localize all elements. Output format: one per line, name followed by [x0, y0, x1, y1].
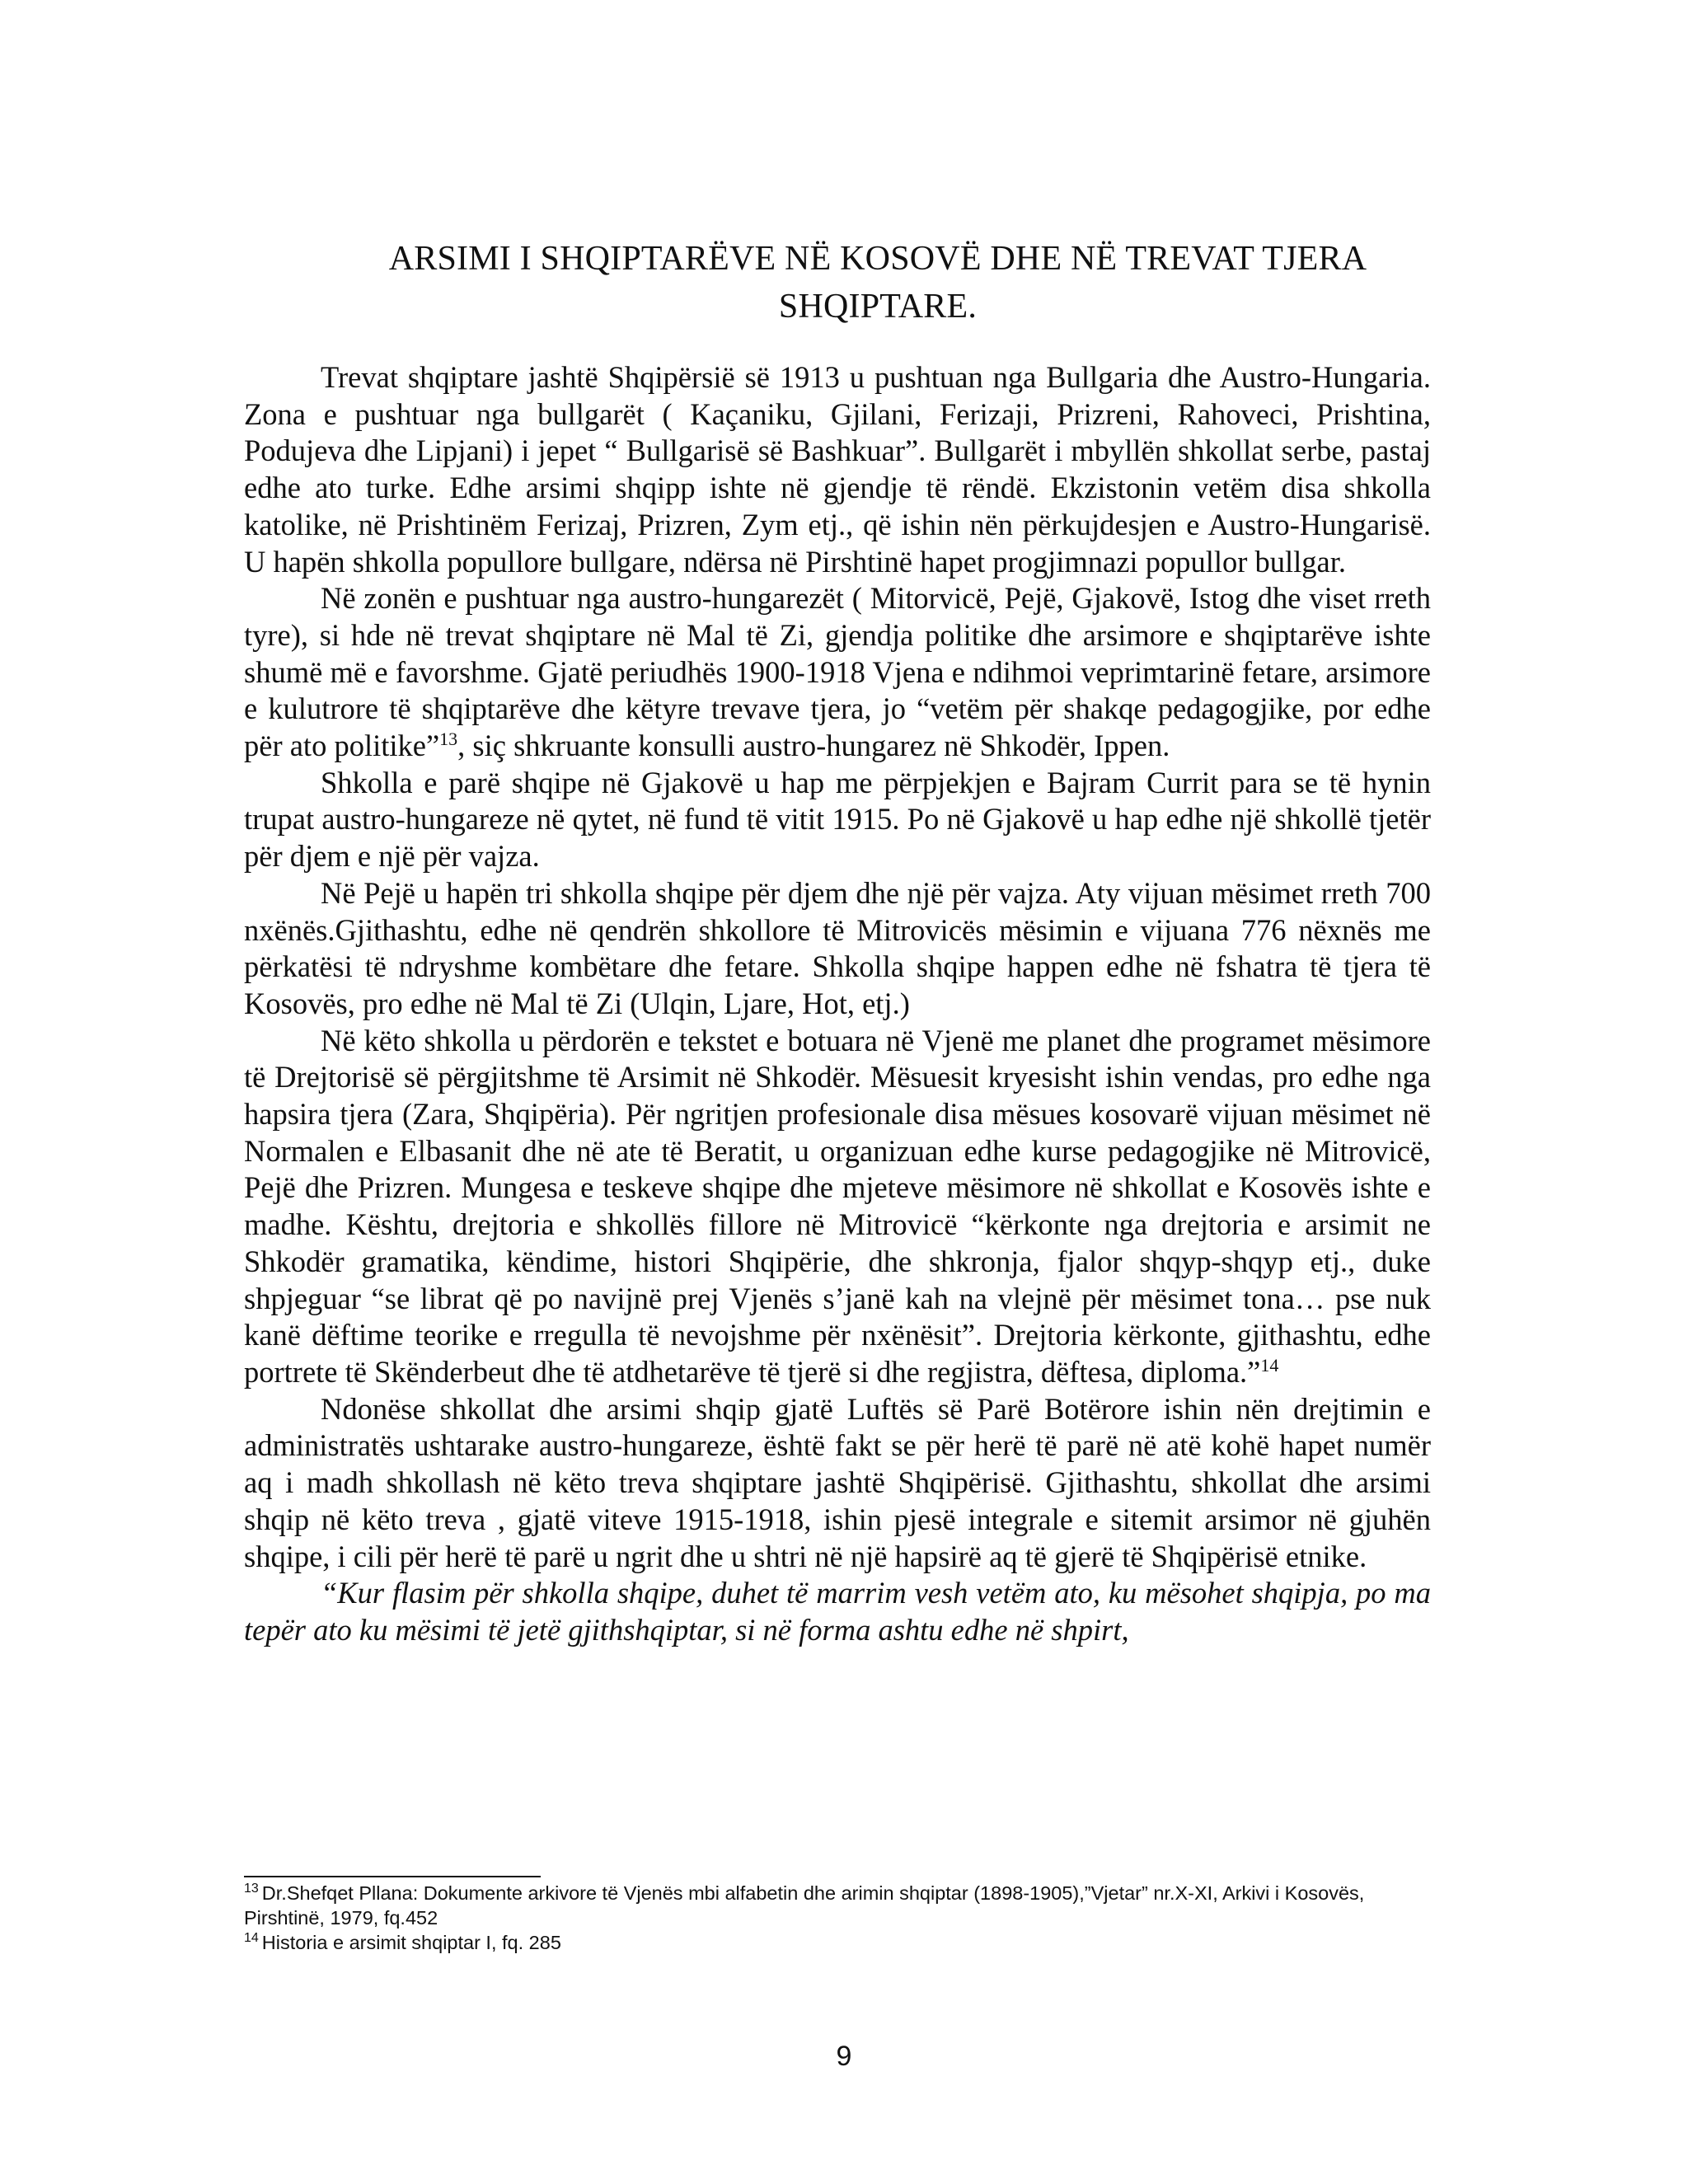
body-text	[244, 359, 1431, 1649]
quote-paragraph: “Kur flasim për shkolla shqipe, duhet të marrim vesh vetëm ato, ku mësohet shqipja, po ma tepër ato ku mësimi të jetë gjithshqiptar, si në forma ashtu edhe në shpirt,	[244, 1576, 1431, 1647]
paragraph-2-text-end: , siç shkruante konsulli austro-hungarez në Shkodër, Ippen.	[457, 729, 1170, 763]
title-line-1: ARSIMI I SHQIPTARËVE NË KOSOVË DHE NË TREVAT TJERA	[388, 240, 1367, 278]
footnote-text-14: Historia e arsimit shqiptar I, fq. 285	[261, 1932, 561, 1953]
footnote-14	[244, 1930, 1431, 1955]
footnote-number-14: 14	[244, 1931, 259, 1946]
page-number: 9	[836, 2041, 852, 2072]
footnote-divider	[244, 1876, 541, 1877]
footnote-text-13: Dr.Shefqet Pllana: Dokumente arkivore të Vjenës mbi alfabetin dhe arimin shqiptar (1898-1905),”Vjetar” nr.X-XI, Arkivi i Kosovës, Pirshtinë, 1979, fq.452	[244, 1882, 1365, 1929]
paragraph-1: Trevat shqiptare jashtë Shqipërsië së 1913 u pushtuan nga Bullgaria dhe Austro-Hungaria. Zona e pushtuar nga bullgarët ( Kaçaniku, Gjilani, Ferizaji, Prizreni, Rahoveci, Prishtina, Podujeva dhe Lipjani) i jepet “ Bullgarisë së Bashkuar”. Bullgarët i mbyllën shkollat serbe, pastaj edhe ato turke. Edhe arsimi shqipp ishte në gjendje të rëndë. Ekzistonin vetëm disa shkolla katolike, në Prishtinëm Ferizaj, Prizren, Zym etj., që ishin nën përkujdesjen e Austro-Hungarisë. U hapën shkolla popullore bullgare, ndërsa në Pirshtinë hapet progjimnazi popullor bullgar.	[244, 360, 1431, 579]
footnotes	[244, 1881, 1431, 1955]
paragraph-6: Ndonëse shkollat dhe arsimi shqip gjatë Luftës së Parë Botërore ishin nën drejtimin e administratës ushtarake austro-hungareze, është fakt se për herë të parë në atë kohë hapet numër aq i madh shkollash në këto treva shqiptare jashtë Shqipërisë. Gjithashtu, shkollat dhe arsimi shqip në këto treva , gjatë viteve 1915-1918, ishin pjesë integrale e sitemit arsimor në gjuhën shqipe, i cili për herë të parë u ngrit dhe u shtri në një hapsirë aq të gjerë të Shqipërisë etnike.	[244, 1391, 1431, 1573]
title-line-2: SHQIPTARE.	[778, 288, 978, 326]
paragraph-5	[244, 1023, 1431, 1391]
footnote-ref-14[interactable]: 14	[1260, 1354, 1279, 1376]
paragraph-4: Në Pejë u hapën tri shkolla shqipe për djem dhe një për vajza. Aty vijuan mësimet rreth 700 nxënës.Gjithashtu, edhe në qendrën shkollore të Mitrovicës mësimin e vijuana 776 nëxnës me përkatësi të ndryshme kombëtare dhe fetare. Shkolla shqipe happen edhe në fshatra të tjera të Kosovës, pro edhe në Mal të Zi (Ulqin, Ljare, Hot, etj.)	[244, 875, 1431, 1020]
paragraph-2-text: Në zonën e pushtuar nga austro-hungarezët ( Mitorvicë, Pejë, Gjakovë, Istog dhe viset rreth tyre), si hde në trevat shqiptare në Mal të Zi, gjendja politike dhe arsimore e shqiptarëve ishte shumë më e favorshme. Gjatë periudhës 1900-1918 Vjena e ndihmoi veprimtarinë fetare, arsimore e kulutrore të shqiptarëve dhe këtyre trevave tjera, jo “vetëm për shakqe pedagogjike, por edhe për ato politike”	[244, 581, 1431, 763]
document-title	[326, 235, 1430, 330]
paragraph-3: Shkolla e parë shqipe në Gjakovë u hap me përpjekjen e Bajram Currit para se të hynin trupat austro-hungareze në qytet, në fund të vitit 1915. Po në Gjakovë u hap edhe një shkollë tjetër për djem e një për vajza.	[244, 765, 1431, 874]
paragraph-2	[244, 580, 1431, 765]
footnote-number-13: 13	[244, 1882, 259, 1896]
footnote-13	[244, 1881, 1431, 1930]
paragraph-5-text: Në këto shkolla u përdorën e tekstet e botuara në Vjenë me planet dhe programet mësimore të Drejtorisë së përgjitshme të Arsimit në Shkodër. Mësuesit kryesisht ishin vendas, pro edhe nga hapsira tjera (Zara, Shqipëria). Për ngritjen profesionale disa mësues kosovarë vijuan mësimet në Normalen e Elbasanit dhe në ate të Beratit, u organizuan edhe kurse pedagogjike në Mitrovicë, Pejë dhe Prizren. Mungesa e teskeve shqipe dhe mjeteve mësimore në shkollat e Kosovës ishte e madhe. Kështu, drejtoria e shkollës fillore në Mitrovicë “kërkonte nga drejtoria e arsimit ne Shkodër gramatika, këndime, histori Shqipërie, dhe shkronja, fjalor shqyp-shqyp etj., duke shpjeguar “se librat që po navijnë prej Vjenës s’janë kah na vlejnë për mësimet tona… pse nuk kanë dëftime teorike e rregulla të nevojshme për nxënësit”. Drejtoria kërkonte, gjithashtu, edhe portrete të Skënderbeut dhe të atdhetarëve të tjerë si dhe regjistra, dëftesa, diploma.”	[244, 1023, 1431, 1389]
footnote-ref-13[interactable]: 13	[439, 728, 458, 749]
